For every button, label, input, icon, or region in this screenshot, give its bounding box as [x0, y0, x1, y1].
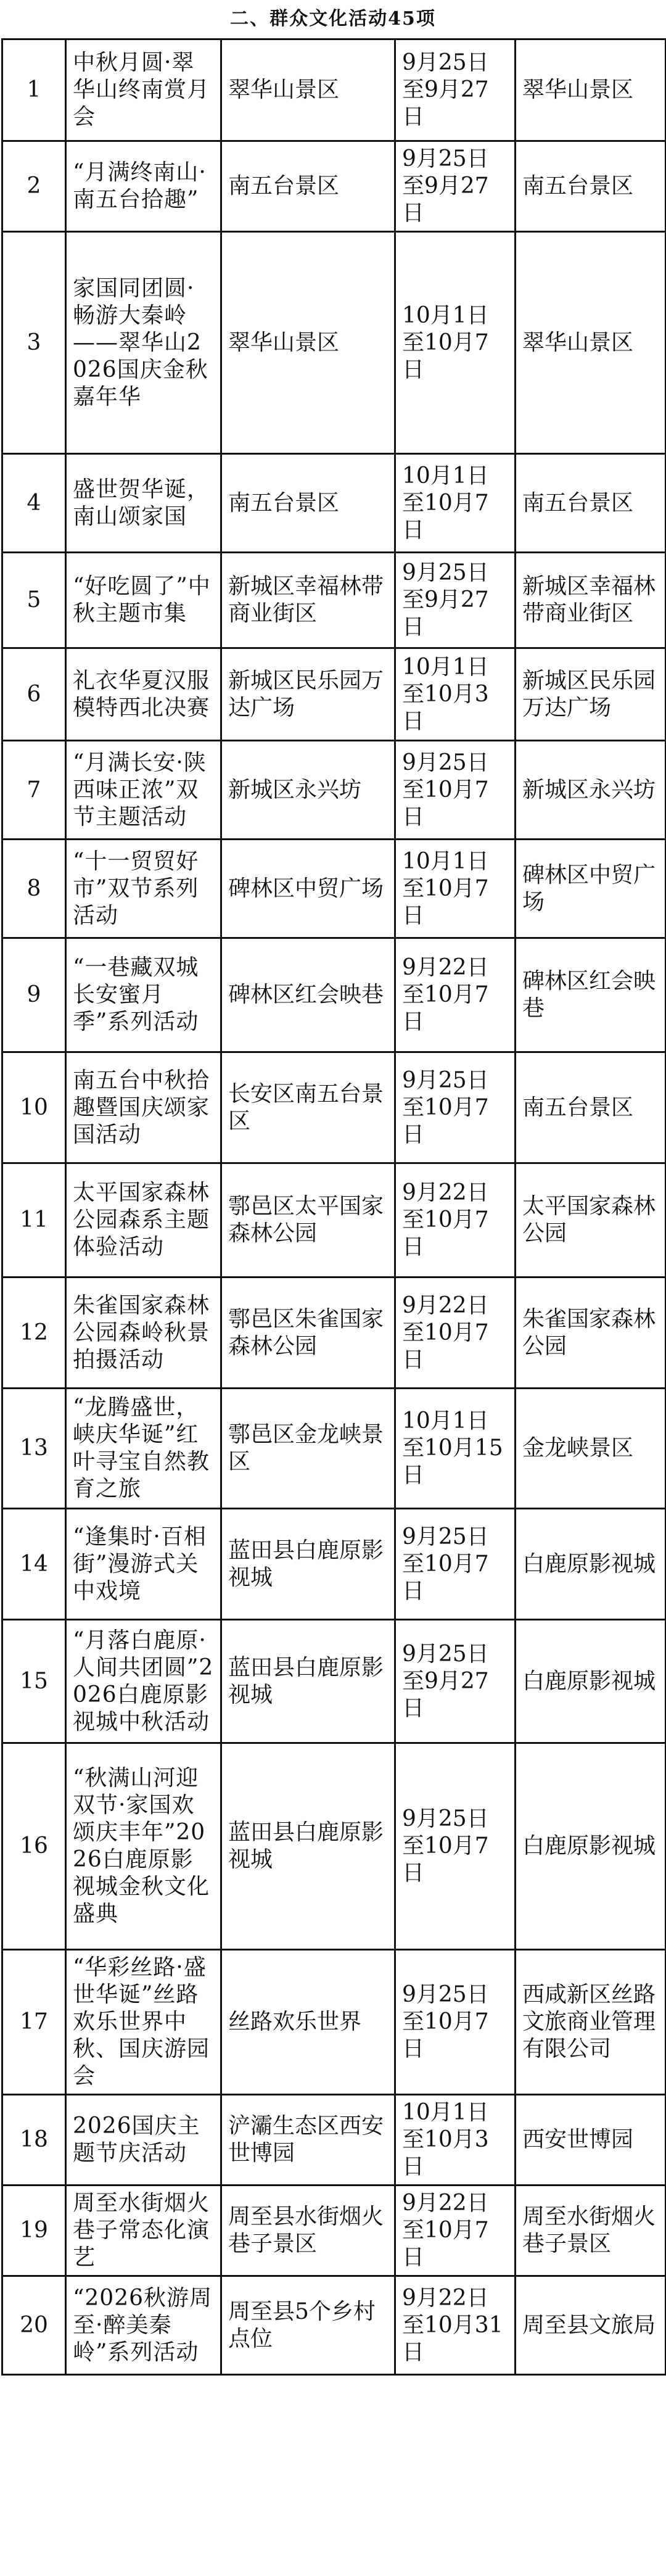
- row-number: 3: [2, 232, 66, 454]
- activity-venue: 周至县水街烟火巷子景区: [221, 2186, 395, 2276]
- activity-name: “逢集时·百相街”漫游式关中戏境: [66, 1509, 221, 1620]
- activity-venue: 周至县5个乡村点位: [221, 2276, 395, 2375]
- table-row: [2, 39, 666, 141]
- activity-name: 朱雀国家森林公园森岭秋景拍摄活动: [66, 1278, 221, 1389]
- activity-dates: 10月1日至10月7日: [395, 232, 516, 454]
- activity-organizer: 周至县文旅局: [516, 2276, 666, 2375]
- activity-venue: 鄠邑区朱雀国家森林公园: [221, 1278, 395, 1389]
- activity-organizer: 新城区民乐园万达广场: [516, 648, 666, 741]
- activity-organizer: 白鹿原影视城: [516, 1509, 666, 1620]
- activity-dates: 10月1日至10月3日: [395, 2095, 516, 2186]
- activity-name: “华彩丝路·盛世华诞”丝路欢乐世界中秋、国庆游园会: [66, 1950, 221, 2095]
- row-number: 7: [2, 741, 66, 840]
- activity-dates: 9月22日至10月7日: [395, 1278, 516, 1389]
- activity-organizer: 碑林区中贸广场: [516, 840, 666, 938]
- activity-name: “月满终南山·南五台拾趣”: [66, 141, 221, 232]
- activity-venue: 南五台景区: [221, 141, 395, 232]
- table-row: [2, 2095, 666, 2186]
- activity-dates: 10月1日至10月15日: [395, 1389, 516, 1509]
- row-number: 12: [2, 1278, 66, 1389]
- table-row: [2, 1052, 666, 1163]
- activity-name: “龙腾盛世，峡庆华诞”红叶寻宝自然教育之旅: [66, 1389, 221, 1509]
- row-number: 4: [2, 454, 66, 553]
- row-number: 6: [2, 648, 66, 741]
- activity-organizer: 太平国家森林公园: [516, 1163, 666, 1278]
- table-row: [2, 1509, 666, 1620]
- activity-venue: 翠华山景区: [221, 39, 395, 141]
- activity-organizer: 白鹿原影视城: [516, 1620, 666, 1743]
- activity-name: “秋满山河迎双节·家国欢颂庆丰年”2026白鹿原影视城金秋文化盛典: [66, 1743, 221, 1950]
- activity-dates: 9月22日至10月7日: [395, 2186, 516, 2276]
- activity-name: 中秋月圆·翠华山终南赏月会: [66, 39, 221, 141]
- activity-dates: 10月1日至10月7日: [395, 454, 516, 553]
- activity-name: 太平国家森林公园森系主题体验活动: [66, 1163, 221, 1278]
- activity-name: “月满长安·陕西味正浓”双节主题活动: [66, 741, 221, 840]
- activity-dates: 9月25日至9月27日: [395, 141, 516, 232]
- activities-table: [1, 38, 666, 2376]
- activity-venue: 蓝田县白鹿原影视城: [221, 1509, 395, 1620]
- activity-venue: 长安区南五台景区: [221, 1052, 395, 1163]
- activity-name: “十一贸贸好市”双节系列活动: [66, 840, 221, 938]
- activity-organizer: 南五台景区: [516, 141, 666, 232]
- activity-venue: 南五台景区: [221, 454, 395, 553]
- row-number: 13: [2, 1389, 66, 1509]
- activity-organizer: 翠华山景区: [516, 232, 666, 454]
- activity-organizer: 周至水街烟火巷子景区: [516, 2186, 666, 2276]
- section-heading: 二、群众文化活动45项: [230, 8, 436, 30]
- activity-name: “月落白鹿原·人间共团圆”2026白鹿原影视城中秋活动: [66, 1620, 221, 1743]
- activity-dates: 10月1日至10月3日: [395, 648, 516, 741]
- table-row: [2, 454, 666, 553]
- activity-venue: 碑林区中贸广场: [221, 840, 395, 938]
- activity-name: 周至水街烟火巷子常态化演艺: [66, 2186, 221, 2276]
- row-number: 18: [2, 2095, 66, 2186]
- activity-venue: 蓝田县白鹿原影视城: [221, 1743, 395, 1950]
- activity-dates: 9月25日至9月27日: [395, 39, 516, 141]
- activity-venue: 新城区民乐园万达广场: [221, 648, 395, 741]
- activity-dates: 9月25日至10月7日: [395, 1950, 516, 2095]
- activity-venue: 新城区幸福林带商业街区: [221, 553, 395, 648]
- table-row: [2, 232, 666, 454]
- activity-organizer: 南五台景区: [516, 1052, 666, 1163]
- table-row: [2, 1950, 666, 2095]
- activity-dates: 9月25日至9月27日: [395, 553, 516, 648]
- row-number: 5: [2, 553, 66, 648]
- table-row: [2, 1163, 666, 1278]
- table-row: [2, 1389, 666, 1509]
- activity-organizer: 翠华山景区: [516, 39, 666, 141]
- activity-organizer: 朱雀国家森林公园: [516, 1278, 666, 1389]
- row-number: 19: [2, 2186, 66, 2276]
- row-number: 15: [2, 1620, 66, 1743]
- activity-organizer: 新城区幸福林带商业街区: [516, 553, 666, 648]
- activity-venue: 鄠邑区金龙峡景区: [221, 1389, 395, 1509]
- activity-name: 2026国庆主题节庆活动: [66, 2095, 221, 2186]
- activity-name: 盛世贺华诞，南山颂家国: [66, 454, 221, 553]
- table-row: [2, 938, 666, 1052]
- activity-name: 南五台中秋拾趣暨国庆颂家国活动: [66, 1052, 221, 1163]
- activity-organizer: 西咸新区丝路文旅商业管理有限公司: [516, 1950, 666, 2095]
- row-number: 16: [2, 1743, 66, 1950]
- table-row: [2, 741, 666, 840]
- table-row: [2, 553, 666, 648]
- activity-dates: 9月25日至10月7日: [395, 1509, 516, 1620]
- table-row: [2, 840, 666, 938]
- activity-venue: 浐灞生态区西安世博园: [221, 2095, 395, 2186]
- activity-organizer: 白鹿原影视城: [516, 1743, 666, 1950]
- row-number: 11: [2, 1163, 66, 1278]
- table-row: [2, 1743, 666, 1950]
- row-number: 2: [2, 141, 66, 232]
- activity-venue: 蓝田县白鹿原影视城: [221, 1620, 395, 1743]
- activity-name: 家国同团圆·畅游大秦岭——翠华山2026国庆金秋嘉年华: [66, 232, 221, 454]
- activity-organizer: 金龙峡景区: [516, 1389, 666, 1509]
- activity-name: “好吃圆了”中秋主题市集: [66, 553, 221, 648]
- activities-table-body: [2, 39, 666, 2375]
- activity-dates: 9月25日至9月27日: [395, 1620, 516, 1743]
- row-number: 20: [2, 2276, 66, 2375]
- activity-venue: 鄠邑区太平国家森林公园: [221, 1163, 395, 1278]
- activity-organizer: 西安世博园: [516, 2095, 666, 2186]
- activity-dates: 9月25日至10月7日: [395, 1052, 516, 1163]
- activity-name: “一巷藏双城 长安蜜月季”系列活动: [66, 938, 221, 1052]
- activity-name: “2026秋游周至·醉美秦岭”系列活动: [66, 2276, 221, 2375]
- activity-organizer: 新城区永兴坊: [516, 741, 666, 840]
- activity-dates: 9月22日至10月7日: [395, 1163, 516, 1278]
- row-number: 17: [2, 1950, 66, 2095]
- activity-organizer: 碑林区红会映巷: [516, 938, 666, 1052]
- row-number: 14: [2, 1509, 66, 1620]
- row-number: 1: [2, 39, 66, 141]
- activity-venue: 丝路欢乐世界: [221, 1950, 395, 2095]
- activity-dates: 10月1日至10月7日: [395, 840, 516, 938]
- table-row: [2, 2276, 666, 2375]
- table-row: [2, 2186, 666, 2276]
- row-number: 9: [2, 938, 66, 1052]
- activity-organizer: 南五台景区: [516, 454, 666, 553]
- activity-name: 礼衣华夏汉服模特西北决赛: [66, 648, 221, 741]
- activity-venue: 新城区永兴坊: [221, 741, 395, 840]
- activity-dates: 9月25日至10月7日: [395, 741, 516, 840]
- activity-venue: 碑林区红会映巷: [221, 938, 395, 1052]
- table-row: [2, 648, 666, 741]
- activity-dates: 9月22日至10月31日: [395, 2276, 516, 2375]
- activity-dates: 9月22日至10月7日: [395, 938, 516, 1052]
- table-row: [2, 1278, 666, 1389]
- table-row: [2, 141, 666, 232]
- activity-venue: 翠华山景区: [221, 232, 395, 454]
- row-number: 10: [2, 1052, 66, 1163]
- table-row: [2, 1620, 666, 1743]
- row-number: 8: [2, 840, 66, 938]
- activity-dates: 9月25日至10月7日: [395, 1743, 516, 1950]
